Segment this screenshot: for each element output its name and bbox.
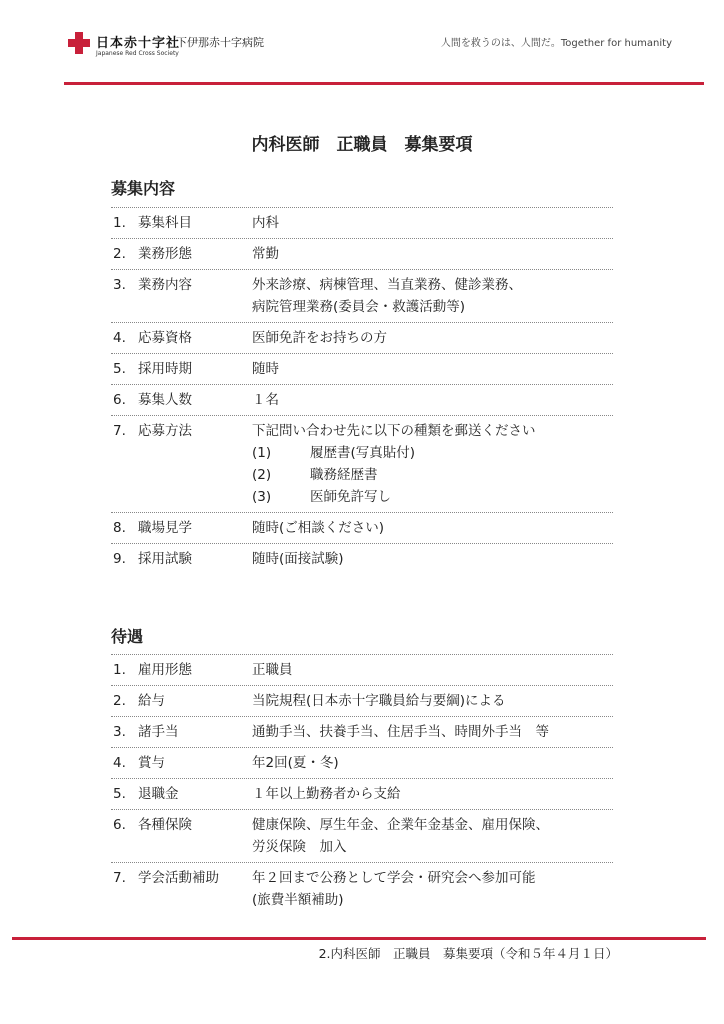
item-label: 賞与 (138, 755, 165, 771)
item-value-line: 年２回まで公務として学会・研究会へ参加可能 (252, 870, 536, 886)
logo-text: 日本赤十字社 (96, 36, 181, 51)
sub-item-number: (2) (252, 467, 272, 483)
logo-subtext: Japanese Red Cross Society (96, 50, 179, 57)
item-label: 業務形態 (138, 246, 192, 262)
recruitment-list (111, 207, 613, 574)
sub-item-number: (1) (252, 445, 272, 461)
sub-item-text: 履歴書(写真貼付) (310, 445, 416, 461)
list-item (111, 809, 613, 862)
item-number: 4. (113, 330, 126, 346)
item-value-line: 外来診療、病棟管理、当直業務、健診業務、 (252, 277, 522, 293)
list-item (111, 862, 613, 915)
item-value-line: 常勤 (252, 246, 279, 262)
list-item (111, 654, 613, 685)
item-value (252, 721, 613, 743)
item-value (252, 389, 613, 411)
item-value (252, 212, 613, 234)
list-item (111, 716, 613, 747)
item-label: 応募方法 (138, 423, 192, 439)
list-item (111, 384, 613, 415)
item-label: 学会活動補助 (138, 870, 219, 886)
item-label: 募集人数 (138, 392, 192, 408)
item-value (252, 274, 613, 318)
item-value-line: 健康保険、厚生年金、企業年金基金、雇用保険、 (252, 817, 549, 833)
header-divider (64, 82, 704, 85)
item-value (252, 783, 613, 805)
list-item (111, 322, 613, 353)
item-value (252, 548, 613, 570)
list-item (111, 778, 613, 809)
item-number: 5. (113, 786, 126, 802)
list-item (111, 238, 613, 269)
item-label: 採用試験 (138, 551, 192, 567)
item-value-line: (旅費半額補助) (252, 892, 344, 908)
item-value (252, 659, 613, 681)
hospital-name: 下伊那赤十字病院 (176, 36, 264, 49)
list-item (111, 512, 613, 543)
sub-item (252, 442, 613, 464)
item-number: 2. (113, 246, 126, 262)
list-item (111, 207, 613, 238)
item-number: 6. (113, 392, 126, 408)
item-label: 募集科目 (138, 215, 192, 231)
item-value-line: 下記問い合わせ先に以下の種類を郵送ください (252, 423, 536, 439)
item-value (252, 327, 613, 349)
item-value (252, 752, 613, 774)
item-value (252, 867, 613, 911)
red-cross-icon (68, 32, 90, 54)
section-heading-benefits: 待遇 (111, 627, 144, 646)
item-value (252, 420, 613, 508)
item-number: 1. (113, 215, 126, 231)
item-value-line: １年以上勤務者から支給 (252, 786, 401, 802)
section-heading-recruitment: 募集内容 (111, 179, 176, 198)
tagline: 人間を救うのは、人間だ。Together for humanity (440, 38, 672, 49)
item-value-line: 通勤手当、扶養手当、住居手当、時間外手当 等 (252, 724, 549, 740)
item-value-line: 随時 (252, 361, 279, 377)
item-number: 1. (113, 662, 126, 678)
item-label: 各種保険 (138, 817, 192, 833)
item-label: 給与 (138, 693, 165, 709)
item-value-line: 随時(ご相談ください) (252, 520, 385, 536)
footer-text: 2.内科医師 正職員 募集要項（令和５年４月１日） (318, 946, 618, 961)
item-number: 9. (113, 551, 126, 567)
item-value-line: 内科 (252, 215, 279, 231)
item-label: 採用時期 (138, 361, 192, 377)
list-item (111, 685, 613, 716)
list-item (111, 415, 613, 512)
item-number: 3. (113, 277, 126, 293)
item-value-line: 当院規程(日本赤十字職員給与要綱)による (252, 693, 506, 709)
item-number: 3. (113, 724, 126, 740)
sub-item (252, 464, 613, 486)
item-label: 業務内容 (138, 277, 192, 293)
item-value (252, 358, 613, 380)
item-label: 雇用形態 (138, 662, 192, 678)
item-value-line: 病院管理業務(委員会・救護活動等) (252, 299, 466, 315)
item-number: 2. (113, 693, 126, 709)
sub-item-text: 職務経歴書 (310, 467, 378, 483)
item-label: 応募資格 (138, 330, 192, 346)
sub-item (252, 486, 613, 508)
item-value (252, 517, 613, 539)
item-value-line: 随時(面接試験) (252, 551, 344, 567)
footer-divider (12, 937, 706, 940)
item-number: 6. (113, 817, 126, 833)
list-item (111, 269, 613, 322)
benefits-list (111, 654, 613, 915)
item-value-line: 年2回(夏・冬) (252, 755, 339, 771)
list-item (111, 353, 613, 384)
sub-item-text: 医師免許写し (310, 489, 391, 505)
item-value-line: 医師免許をお持ちの方 (252, 330, 387, 346)
item-number: 4. (113, 755, 126, 771)
item-value (252, 243, 613, 265)
item-number: 7. (113, 423, 126, 439)
item-value-line: 労災保険 加入 (252, 839, 347, 855)
item-value-line: １名 (252, 392, 279, 408)
item-number: 5. (113, 361, 126, 377)
item-value (252, 690, 613, 712)
item-value (252, 814, 613, 858)
list-item (111, 747, 613, 778)
item-label: 退職金 (138, 786, 179, 802)
item-label: 職場見学 (138, 520, 192, 536)
page-title: 内科医師 正職員 募集要項 (251, 135, 473, 155)
item-label: 諸手当 (138, 724, 179, 740)
page-header (0, 28, 724, 68)
item-number: 7. (113, 870, 126, 886)
item-number: 8. (113, 520, 126, 536)
item-value-line: 正職員 (252, 662, 293, 678)
list-item (111, 543, 613, 574)
sub-item-number: (3) (252, 489, 272, 505)
